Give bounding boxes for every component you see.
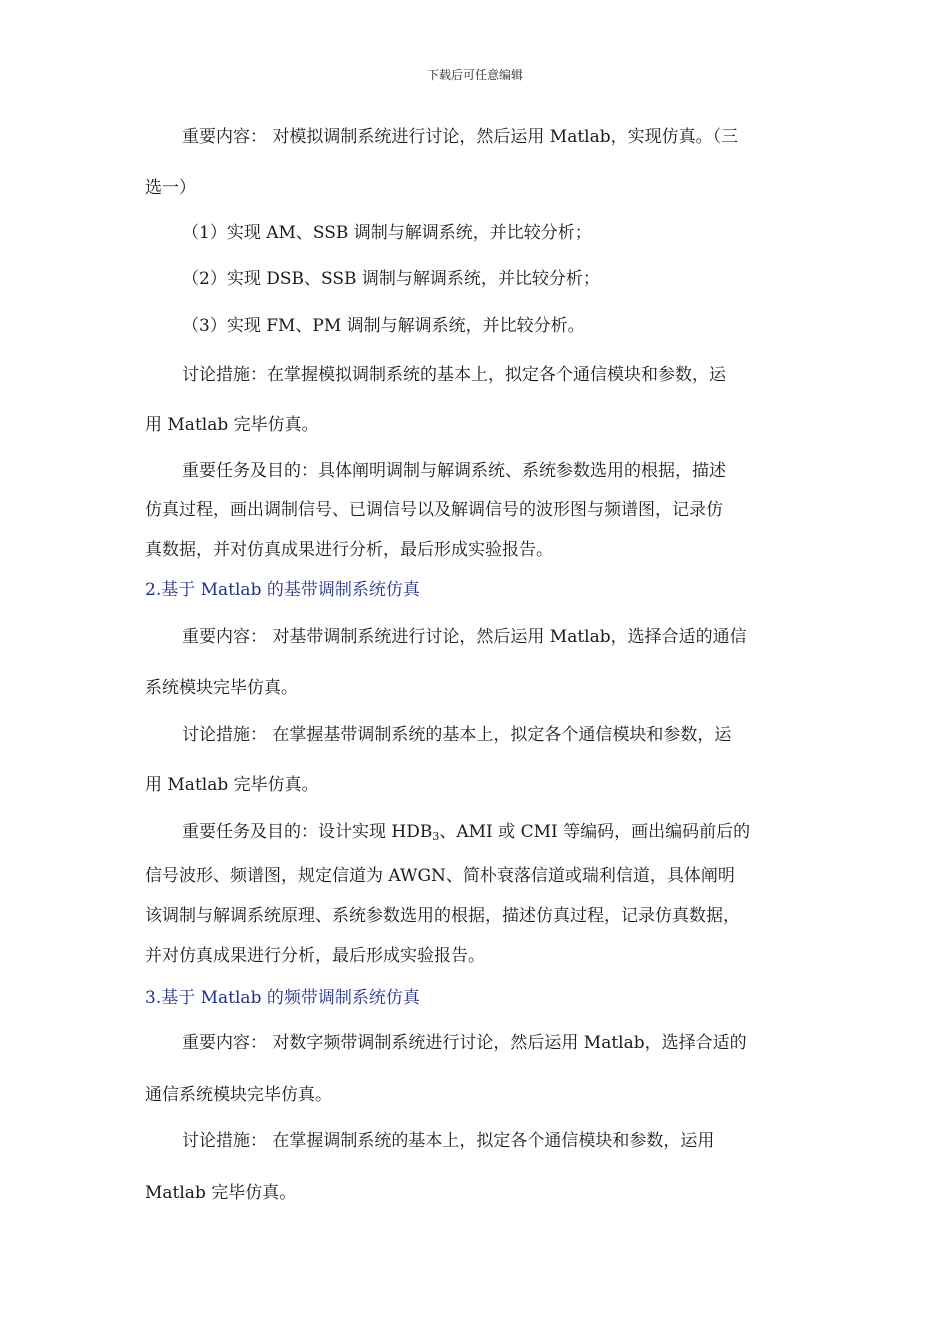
s2-task-line-1-text-a: 重要任务及目的：设计实现 HDB	[182, 822, 433, 842]
s3-method-line-2: Matlab 完毕仿真。	[145, 1183, 297, 1203]
s1-content-line-2: 选一）	[145, 178, 196, 198]
section-2-heading: 2.基于 Matlab 的基带调制系统仿真	[145, 580, 420, 600]
s2-task-line-1-subscript: 3	[432, 830, 440, 843]
page-header: 下载后可任意编辑	[426, 68, 523, 82]
s2-method-line-2: 用 Matlab 完毕仿真。	[145, 775, 319, 795]
s2-content-line-1: 重要内容： 对基带调制系统进行讨论，然后运用 Matlab，选择合适的通信	[182, 627, 747, 647]
s2-task-line-1-text-b: 、AMI 或 CMI 等编码，画出编码前后的	[439, 822, 751, 842]
s1-list-item-2: （2）实现 DSB、SSB 调制与解调系统，并比较分析；	[182, 269, 600, 289]
s2-task-line-2: 信号波形、频谱图，规定信道为 AWGN、简朴衰落信道或瑞利信道，具体阐明	[145, 866, 735, 886]
s3-content-line-1: 重要内容： 对数字频带调制系统进行讨论，然后运用 Matlab，选择合适的	[182, 1033, 747, 1053]
s1-list-item-1: （1）实现 AM、SSB 调制与解调系统，并比较分析；	[182, 223, 592, 243]
s1-content-line-1: 重要内容： 对模拟调制系统进行讨论，然后运用 Matlab，实现仿真。（三	[182, 127, 739, 147]
s1-method-line-1: 讨论措施：在掌握模拟调制系统的基本上，拟定各个通信模块和参数，运	[182, 365, 726, 385]
s1-task-line-2: 仿真过程，画出调制信号、已调信号以及解调信号的波形图与频谱图，记录仿	[145, 500, 723, 520]
s2-task-line-4: 并对仿真成果进行分析，最后形成实验报告。	[145, 946, 485, 966]
s1-list-item-3: （3）实现 FM、PM 调制与解调系统，并比较分析。	[182, 316, 585, 336]
s1-task-line-3: 真数据，并对仿真成果进行分析，最后形成实验报告。	[145, 540, 553, 560]
s2-task-line-1	[182, 820, 750, 849]
section-3-heading: 3.基于 Matlab 的频带调制系统仿真	[145, 988, 420, 1008]
s1-task-line-1: 重要任务及目的：具体阐明调制与解调系统、系统参数选用的根据，描述	[182, 461, 726, 481]
s2-method-line-1: 讨论措施： 在掌握基带调制系统的基本上，拟定各个通信模块和参数，运	[182, 725, 732, 745]
s2-content-line-2: 系统模块完毕仿真。	[145, 678, 298, 698]
s1-method-line-2: 用 Matlab 完毕仿真。	[145, 415, 319, 435]
s3-content-line-2: 通信系统模块完毕仿真。	[145, 1085, 332, 1105]
s3-method-line-1: 讨论措施： 在掌握调制系统的基本上，拟定各个通信模块和参数，运用	[182, 1131, 715, 1151]
s2-task-line-3: 该调制与解调系统原理、系统参数选用的根据，描述仿真过程，记录仿真数据，	[145, 906, 740, 926]
